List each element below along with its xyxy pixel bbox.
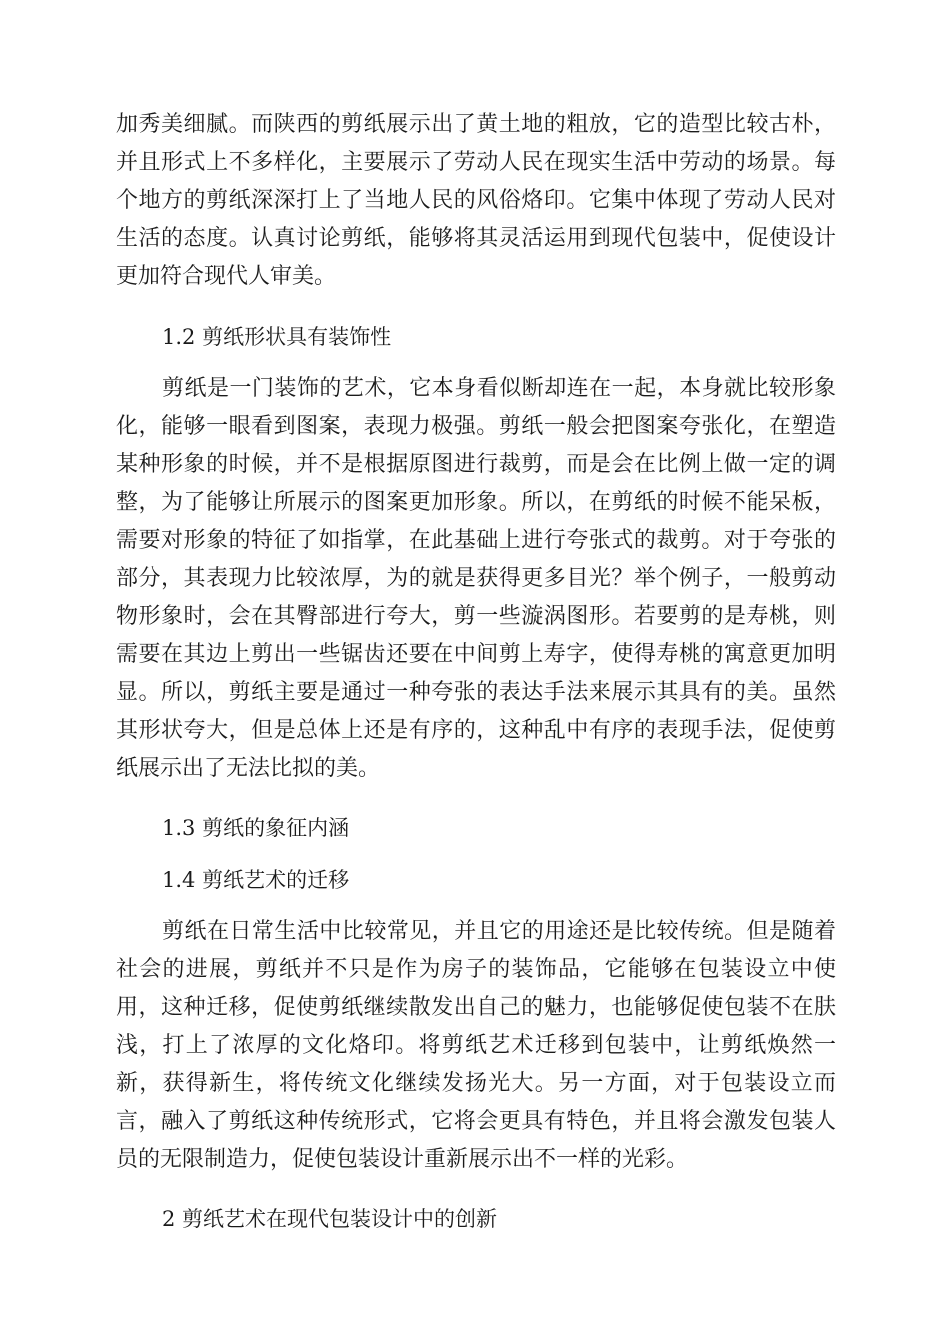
paragraph-line: 整，为了能够让所展示的图案更加形象。所以，在剪纸的时候不能呆板， — [116, 490, 836, 515]
paragraph-line: 化，能够一眼看到图案，表现力极强。剪纸一般会把图案夸张化，在塑造 — [116, 414, 836, 439]
section-heading-1-3: 1.3 剪纸的象征内涵 — [162, 816, 350, 840]
section-heading-2: 2 剪纸艺术在现代包装设计中的创新 — [162, 1207, 498, 1231]
paragraph-line: 其形状夸大，但是总体上还是有序的，这种乱中有序的表现手法，促使剪 — [116, 718, 836, 743]
paragraph-line: 需要在其边上剪出一些锯齿还要在中间剪上寿字，使得寿桃的寓意更加明 — [116, 642, 836, 667]
section-heading-1-2: 1.2 剪纸形状具有装饰性 — [162, 325, 392, 349]
paragraph-line: 生活的态度。认真讨论剪纸，能够将其灵活运用到现代包装中，促使设计 — [116, 226, 836, 251]
paragraph-line: 新，获得新生，将传统文化继续发扬光大。另一方面，对于包装设立而 — [116, 1071, 836, 1096]
paragraph-line: 个地方的剪纸深深打上了当地人民的风俗烙印。它集中体现了劳动人民对 — [116, 188, 836, 213]
paragraph-line: 言，融入了剪纸这种传统形式，它将会更具有特色，并且将会激发包装人 — [116, 1109, 836, 1134]
paragraph-line: 物形象时，会在其臀部进行夸大，剪一些漩涡图形。若要剪的是寿桃，则 — [116, 604, 836, 629]
paragraph-line: 更加符合现代人审美。 — [116, 264, 337, 289]
paragraph-line: 社会的进展，剪纸并不只是作为房子的装饰品，它能够在包装设立中使 — [116, 957, 836, 982]
paragraph-line: 并且形式上不多样化，主要展示了劳动人民在现实生活中劳动的场景。每 — [116, 150, 836, 175]
paragraph-line: 剪纸在日常生活中比较常见，并且它的用途还是比较传统。但是随着 — [162, 919, 836, 944]
paragraph-line: 部分，其表现力比较浓厚，为的就是获得更多目光？举个例子，一般剪动 — [116, 566, 836, 591]
paragraph-line: 员的无限制造力，促使包装设计重新展示出不一样的光彩。 — [116, 1147, 689, 1172]
paragraph-line: 浅，打上了浓厚的文化烙印。将剪纸艺术迁移到包装中，让剪纸焕然一 — [116, 1033, 836, 1058]
paragraph-line: 某种形象的时候，并不是根据原图进行裁剪，而是会在比例上做一定的调 — [116, 452, 836, 477]
paragraph-line: 剪纸是一门装饰的艺术，它本身看似断却连在一起，本身就比较形象 — [162, 376, 836, 401]
paragraph-line: 纸展示出了无法比拟的美。 — [116, 756, 381, 781]
paragraph-line: 用，这种迁移，促使剪纸继续散发出自己的魅力，也能够促使包装不在肤 — [116, 995, 836, 1020]
paragraph-line: 需要对形象的特征了如指掌，在此基础上进行夸张式的裁剪。对于夸张的 — [116, 528, 836, 553]
paragraph-line: 显。所以，剪纸主要是通过一种夸张的表达手法来展示其具有的美。虽然 — [116, 680, 836, 705]
paragraph-line: 加秀美细腻。而陕西的剪纸展示出了黄土地的粗放，它的造型比较古朴， — [116, 112, 836, 137]
section-heading-1-4: 1.4 剪纸艺术的迁移 — [162, 868, 350, 892]
